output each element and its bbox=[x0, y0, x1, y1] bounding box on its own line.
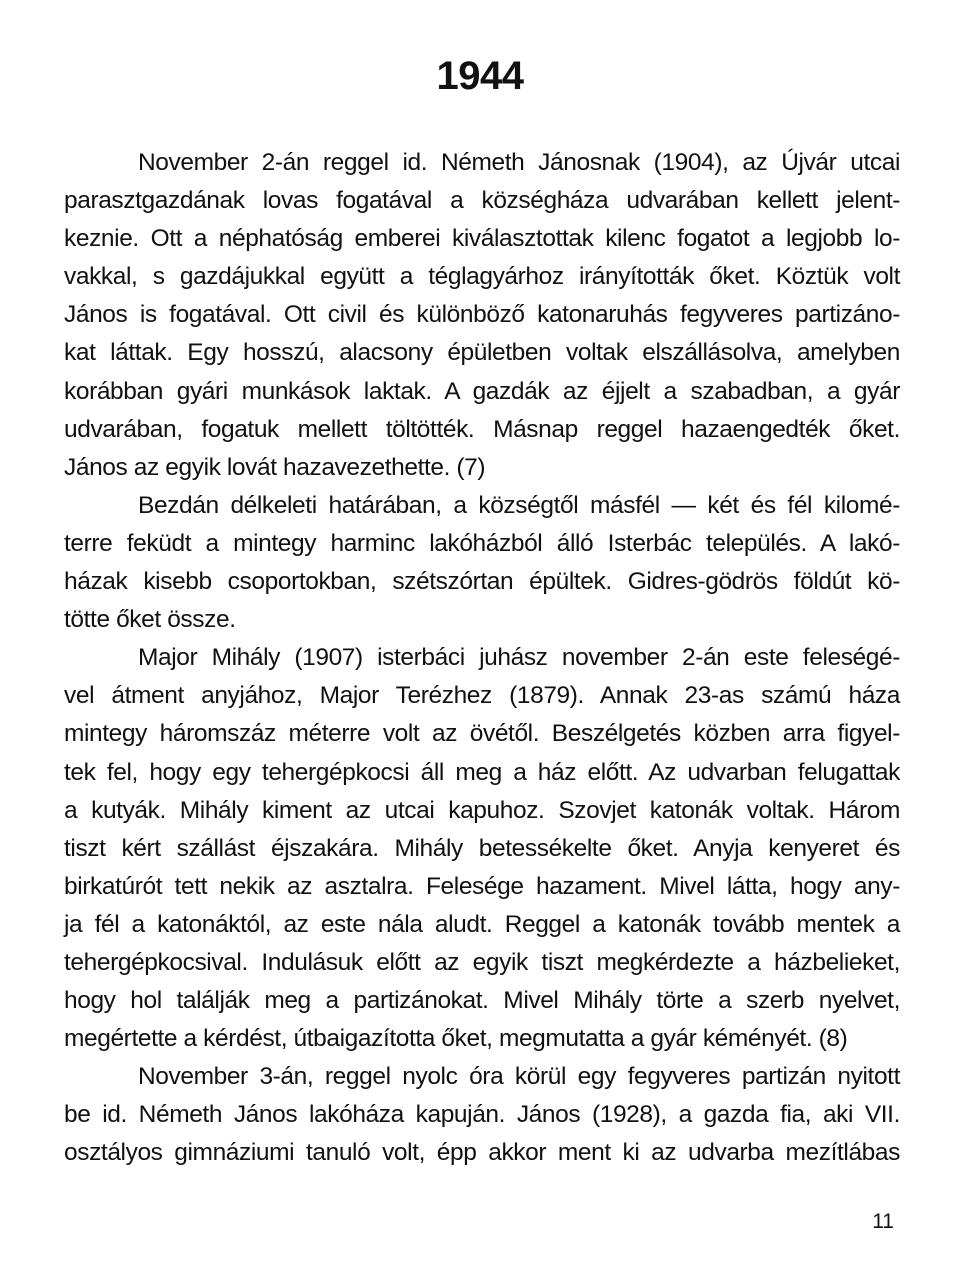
text-line: tötte őket össze. bbox=[64, 606, 236, 634]
body-text bbox=[64, 144, 900, 1173]
text-line: udvarában, fogatuk mellett töltötték. Másnap reggel hazaengedték őket. bbox=[64, 415, 900, 443]
text-line: hogy hol találják meg a partizánokat. Mivel Mihály törte a szerb nyelvet, bbox=[64, 987, 900, 1015]
text-line: November 3-án, reggel nyolc óra körül egy fegyveres partizán nyitott bbox=[138, 1063, 900, 1091]
text-line: a kutyák. Mihály kiment az utcai kapuhoz. Szovjet katonák voltak. Három bbox=[64, 796, 900, 824]
text-line: házak kisebb csoportokban, szétszórtan épültek. Gidres-gödrös földút kö- bbox=[64, 568, 900, 596]
text-line: birkatúrót tett nekik az asztalra. Felesége hazament. Mivel látta, hogy any- bbox=[64, 872, 900, 900]
text-line: vel átment anyjához, Major Terézhez (1879). Annak 23-as számú háza bbox=[64, 682, 900, 710]
text-line: János az egyik lovát hazavezethette. (7) bbox=[64, 453, 486, 481]
text-line: November 2-án reggel id. Németh Jánosnak (1904), az Újvár utcai bbox=[138, 149, 900, 176]
text-line: ja fél a katonáktól, az este nála aludt. Reggel a katonák tovább mentek a bbox=[64, 910, 900, 938]
page-number: 11 bbox=[872, 1210, 894, 1233]
text-line: tiszt kért szállást éjszakára. Mihály betessékelte őket. Anyja kenyeret és bbox=[64, 834, 900, 862]
text-line: János is fogatával. Ott civil és különböző katonaruhás fegyveres partizáno- bbox=[64, 301, 900, 329]
page-title: 1944 bbox=[436, 54, 524, 98]
text-line: vakkal, s gazdájukkal együtt a téglagyárhoz irányították őket. Köztük volt bbox=[64, 263, 900, 291]
text-line: tek fel, hogy egy tehergépkocsi áll meg a ház előtt. Az udvarban felugattak bbox=[64, 758, 900, 786]
text-line: Bezdán délkeleti határában, a községtől másfél — két és fél kilomé- bbox=[138, 491, 900, 519]
text-line: terre feküdt a mintegy harminc lakóházból álló Isterbác település. A lakó- bbox=[64, 529, 900, 557]
text-line: korábban gyári munkások laktak. A gazdák az éjjelt a szabadban, a gyár bbox=[64, 377, 900, 405]
text-line: tehergépkocsival. Indulásuk előtt az egyik tiszt megkérdezte a házbelieket, bbox=[64, 948, 900, 976]
text-line: mintegy háromszáz méterre volt az övétől. Beszélgetés közben arra figyel- bbox=[64, 720, 900, 748]
text-line: osztályos gimnáziumi tanuló volt, épp akkor ment ki az udvarba mezítlábas bbox=[64, 1139, 900, 1167]
text-line: kat láttak. Egy hosszú, alacsony épületben voltak elszállásolva, amelyben bbox=[64, 339, 900, 367]
text-line: be id. Németh János lakóháza kapuján. János (1928), a gazda fia, aki VII. bbox=[64, 1101, 900, 1129]
text-line: keznie. Ott a néphatóság emberei kiválasztottak kilenc fogatot a legjobb lo- bbox=[64, 225, 900, 253]
text-line: parasztgazdának lovas fogatával a községháza udvarában kellett jelent- bbox=[64, 187, 900, 215]
text-line: Major Mihály (1907) isterbáci juhász november 2-án este feleségé- bbox=[138, 644, 900, 672]
text-line: megértette a kérdést, útbaigazította őket, megmutatta a gyár kéményét. (8) bbox=[64, 1025, 848, 1053]
